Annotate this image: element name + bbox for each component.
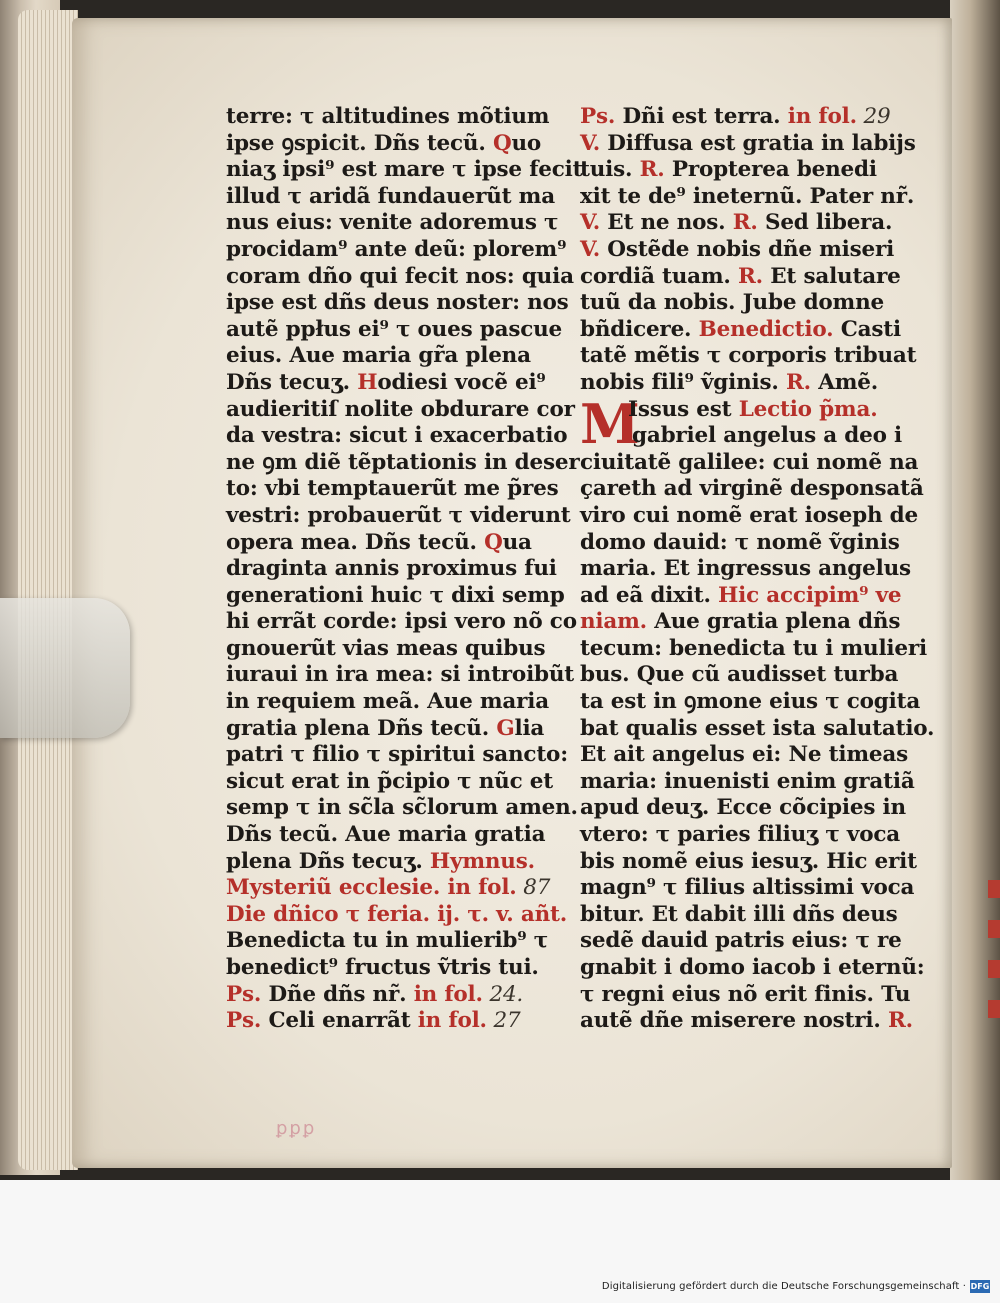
rubric-text: R. [785,369,819,395]
text-line [226,716,566,743]
text-line [226,609,577,636]
text-line [580,183,915,211]
body-text: bitur. Et dabit illi dñs deus [580,901,898,927]
text-line [580,635,927,663]
body-text: coram dño qui fecit nos: quia [226,263,574,289]
text-line [226,849,566,876]
body-text: terre: τ altitudines mõtium [226,104,550,129]
text-line [580,768,915,796]
body-text: Et ne nos. [607,210,733,236]
body-text: vestri: probauerũt τ viderunt [226,502,571,528]
page-clip [0,598,130,738]
body-text: ad eã dixit. [580,582,719,608]
text-line [226,689,566,716]
body-text: niaʒ ipsi⁹ est mare τ ipse fecit [226,157,583,183]
body-text: tuũ da nobis. Jube domne [580,290,885,316]
text-line [580,264,910,291]
text-line [580,609,910,636]
body-text: xit te de⁹ ineternũ. Pater nr̃. [580,183,915,209]
red-tabs [988,880,1000,1100]
body-text: semp τ in sc̃la sc̃lorum amen. [226,795,578,821]
body-text: Celi enarrãt [268,1008,418,1034]
text-line [226,396,575,424]
text-line [226,131,566,158]
body-text: odiesi vocẽ ei⁹ [377,369,546,395]
text-line [226,556,566,583]
text-line [226,476,566,503]
text-line [580,476,924,503]
text-line [580,822,910,849]
rubric-text: R. [732,210,765,236]
body-text: nobis fili⁹ ṽginis. [580,369,786,395]
text-line [580,982,910,1009]
text-line [580,955,925,982]
text-line [580,449,919,477]
body-text: hi errãt corde: ipsi vero nõ co [226,609,577,635]
text-line [226,955,566,982]
body-text: maria: inuenisti enim gratiã [580,768,915,794]
body-text: maria. Et ingressus angelus [580,556,911,582]
body-text: ua [502,529,532,555]
body-text: viro cui nomẽ erat ioseph de [580,502,918,528]
text-line [226,769,566,796]
text-line [580,290,910,317]
body-text: Propterea benedi [671,157,877,183]
rubric-text: Q [492,130,512,156]
body-text: gratia plena Dñs tecũ. [226,715,497,741]
text-line [226,157,583,184]
rubric-text: R. [738,263,771,289]
body-text: apud deuʒ. Ecce cõcipies in [580,795,906,821]
body-text: gnabit i domo iacob i eternũ: [580,955,925,980]
body-text: Dñe dñs nr̃. [268,981,414,1007]
body-text: τ regni eius nõ erit finis. Tu [580,981,911,1007]
page-edges [18,10,78,1170]
body-text: generationi huic τ dixi semp [226,582,565,608]
text-line [226,1008,566,1035]
body-text: illud τ aridã fundauerũt ma [226,183,555,209]
body-text: lia [514,715,545,741]
body-text: iuraui in ira mea: si introibũt [226,662,575,688]
text-line [226,449,580,477]
text-line [580,237,910,264]
text-line [226,928,566,955]
text-line [580,689,921,716]
rubric-text: Ps. [580,104,623,129]
decorated-initial: M [580,391,640,456]
text-line [226,184,566,211]
body-text: procidam⁹ ante deũ: plorem⁹ [226,236,567,262]
text-line [226,662,575,689]
rubric-text: G [496,715,515,741]
text-line [226,583,566,610]
body-text: bat qualis esset ista salutatio. [580,715,935,741]
body-text: Amẽ. [818,369,879,395]
body-text: sedẽ dauid patris eius: τ re [580,928,902,954]
body-text: autẽ dñe miserere nostri. [580,1008,888,1034]
body-text: tuis. [580,157,640,183]
text-line [226,370,566,397]
text-line [226,263,574,291]
text-line [580,875,915,902]
dfg-logo-icon: DFG [970,1282,990,1291]
handwritten-number: 29 [856,104,891,129]
body-text: gnouerũt vias meas quibus [226,635,546,661]
body-text: tatẽ mẽtis τ corporis tribuat [580,343,917,369]
rubric-text: H [357,369,378,395]
body-text: ne ꝯm diẽ tẽptationis in deser [226,449,580,475]
text-line [226,822,566,849]
body-text: bus. Que cũ audisset turba [580,662,899,688]
text-line [580,715,935,743]
rubric-text: Lectio p̃ma. [738,396,878,422]
body-text: bñdicere. [580,316,699,342]
text-line [580,210,910,237]
body-text: magn⁹ τ filius altissimi voca [580,875,915,901]
body-text: sicut erat in p̃cipio τ nũc et [226,768,553,794]
text-line [580,742,910,769]
body-text: to: vbi temptauerũt me p̃res [226,476,559,502]
text-line [580,795,910,822]
rubric-text: Mysteriũ ecclesie. in fol. [226,875,517,901]
handwritten-number: 27 [486,1008,521,1034]
body-text: ipse ꝯspicit. Dñs tecũ. [226,130,493,156]
text-line [226,210,566,237]
body-text: ta est in ꝯmone eius τ cogita [580,689,921,715]
text-line [226,742,566,769]
body-text: Diffusa est gratia in labijs [607,130,916,156]
text-line [226,502,571,530]
body-text: domo dauid: τ nomẽ ṽginis [580,529,900,555]
body-text: audieritiſ nolite obdurare cor [226,396,575,422]
ink-stain: ꝑꝑꝑ [276,1118,317,1139]
rubric-text: in fol. [787,104,857,129]
body-text: eius. Aue maria gr̃a plena [226,343,531,369]
rubric-text: Benedictio. [698,316,841,342]
rubric-text: Die dñico τ feria. ij. τ. v. añt. [226,901,568,927]
rubric-text: Ps. [226,1008,269,1034]
handwritten-number: 24. [482,981,524,1007]
body-text: in requiem meã. Aue maria [226,689,549,715]
body-text: çareth ad virginẽ desponsatã [580,476,924,502]
text-line [226,423,566,450]
body-text: Sed libera. [765,210,893,236]
text-line [226,636,566,663]
body-text: ipse est dñs deus noster: nos [226,290,569,316]
text-line [580,848,917,876]
body-text: Benedicta tu in mulierib⁹ τ [226,928,549,954]
rubric-text: Hic accipim⁹ ve [718,582,902,608]
text-line [226,290,569,317]
text-line [580,662,910,689]
body-text: Dñi est terra. [622,104,788,129]
handwritten-number: 87 [516,875,551,901]
text-line [580,317,910,344]
rubric-text: niam. [580,609,655,635]
text-column-right [580,104,935,1035]
body-text: benedict⁹ fructus ṽtris tui. [226,955,539,980]
body-text: Casti [840,316,901,342]
text-line [580,1008,913,1035]
rubric-text: V. [580,210,608,236]
rubric-text: R. [639,157,672,183]
rubric-text: in fol. [413,981,483,1007]
rubric-text: Hymnus. [429,848,535,874]
text-line [580,902,910,929]
text-line [580,583,910,610]
body-text: autẽ ppłus ei⁹ τ oues pascue [226,316,563,342]
text-line [580,157,910,184]
text-line [580,530,910,557]
body-text: Et ait angelus ei: Ne timeas [580,742,909,768]
rubric-text: V. [580,236,608,262]
text-line [580,928,910,955]
body-text: gabriel angelus a deo i [632,423,903,449]
body-text: ciuitatẽ galilee: cui nomẽ na [580,449,919,475]
text-line [226,530,566,557]
body-text: tecum: benedicta tu i mulieri [580,635,927,661]
body-text: Dñs tecũ. Aue maria gratia [226,822,546,848]
body-text: vtero: τ paries filiuʒ τ voca [580,822,900,848]
body-text: Dñs tecuʒ. [226,369,358,395]
text-line [580,502,918,530]
text-line [580,104,910,131]
body-text: plena Dñs tecuʒ. [226,848,430,874]
body-text: Issus est [628,396,739,422]
body-text: draginta annis proximus fui [226,556,557,582]
text-line [226,317,566,344]
rubric-text: R. [887,1008,913,1034]
rubric-text: in fol. [417,1008,487,1034]
body-text: Aue gratia plena dñs [654,609,901,635]
body-text: patri τ filio τ spiritui sancto: [226,742,568,768]
body-text: opera mea. Dñs tecũ. [226,529,485,555]
rubric-text: Ps. [226,981,269,1007]
text-line [226,795,578,822]
funding-credit: Digitalisierung gefördert durch die Deutsche Forschungsgemeinschaft · [601,1281,966,1292]
text-column-left [226,104,583,1035]
text-line [226,982,566,1009]
body-text: Et salutare [770,263,901,289]
rubric-text: Q [484,529,503,555]
text-line [226,104,566,131]
body-text: nus eius: venite adoremus τ [226,210,559,236]
text-line [580,343,917,370]
text-line [580,130,916,158]
body-text: cordiã tuam. [580,263,738,289]
text-line [226,875,566,902]
body-text: bis nomẽ eius iesuʒ. Hic erit [580,848,917,874]
body-text: uo [511,130,542,156]
text-line [226,343,566,370]
body-text: da vestra: sicut i exacerbatio [226,423,568,449]
rubric-text: V. [580,130,608,156]
body-text: Ostẽde nobis dñe miseri [607,236,895,262]
text-line [226,237,566,264]
text-line [226,902,566,929]
text-line [580,556,910,583]
